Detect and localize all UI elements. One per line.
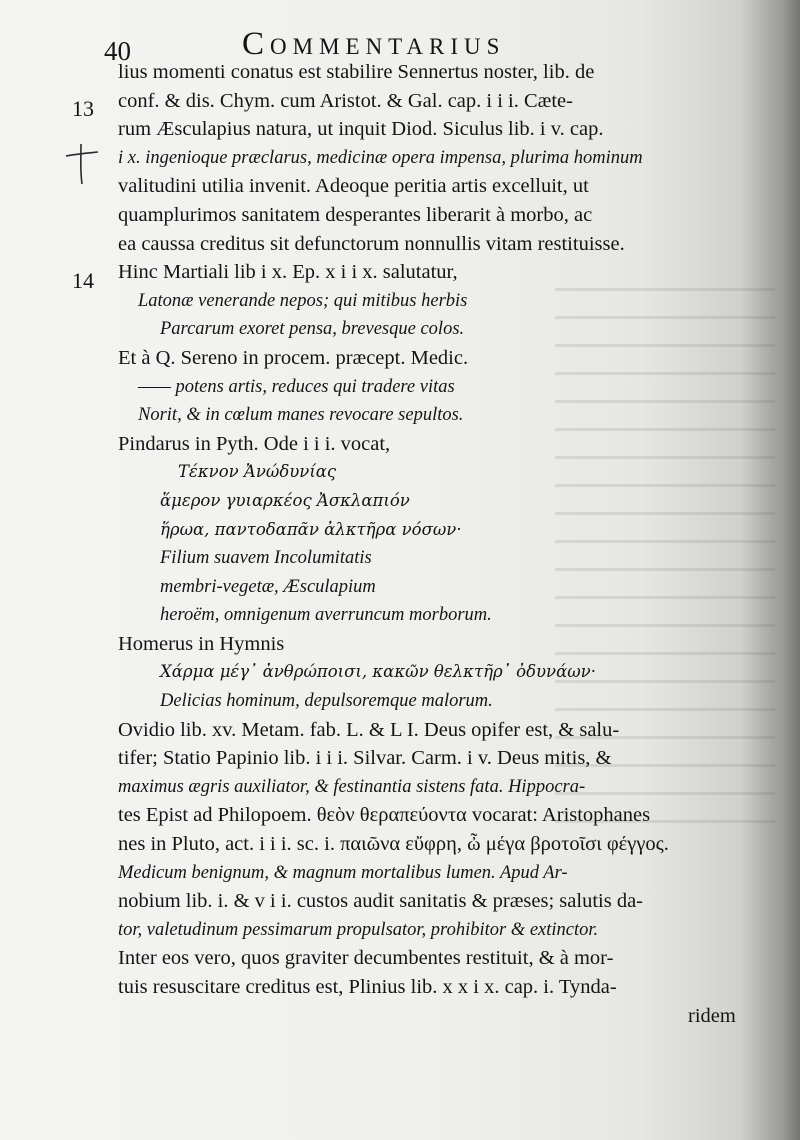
text-line: Pindarus in Pyth. Ode i i i. vocat, bbox=[118, 432, 391, 455]
text-line: Ovidio lib. xv. Metam. fab. L. & L I. Deus opifer est, & salu- bbox=[118, 718, 620, 741]
greek-verse-line: ἥρωα, παντοδαπᾶν ἀλκτῆρα νόσων· bbox=[160, 519, 462, 539]
text-line: nobium lib. i. & v i i. custos audit sanitatis & præses; salutis da- bbox=[118, 890, 644, 913]
text-line: i x. ingenioque præclarus, medicinæ opera impensa, plurima hominum bbox=[118, 147, 643, 168]
verse-line: Filium suavem Incolumitatis bbox=[160, 548, 372, 569]
verse-line: Norit, & in cœlum manes revocare sepultos. bbox=[138, 405, 464, 426]
text-line: tuis resuscitare creditus est, Plinius lib. x x i x. cap. i. Tynda- bbox=[118, 976, 617, 998]
text-line: nes in Pluto, act. i i i. sc. i. παιῶνα εὔφρη, ὦ μέγα βροτοῖσι φέγγος. bbox=[118, 833, 669, 856]
verse-line: —— potens artis, reduces qui tradere vitas bbox=[138, 376, 455, 397]
text-line: Medicum benignum, & magnum mortalibus lumen. Apud Ar- bbox=[118, 862, 568, 883]
text-line: Inter eos vero, quos graviter decumbentes restituit, & à mor- bbox=[118, 947, 614, 970]
greek-verse-line: ἅμερον γυιαρκέος Ἀσκλαπιόν bbox=[160, 490, 410, 510]
greek-verse-line: Χάρμα μέγ᾽ ἀνθρώποισι, κακῶν θελκτῆρ᾽ ὀδυνάων· bbox=[160, 662, 596, 682]
text-line: conf. & dis. Chym. cum Aristot. & Gal. cap. i i i. Cæte- bbox=[118, 89, 573, 112]
text-line: tifer; Statio Papinio lib. i i i. Silvar. Carm. i v. Deus mitis, & bbox=[118, 747, 612, 770]
margin-note-14: 14 bbox=[72, 268, 94, 293]
catchword: ridem bbox=[688, 1004, 736, 1027]
text-line: lius momenti conatus est stabilire Sennertus noster, lib. de bbox=[118, 61, 595, 83]
text-line: tes Epist ad Philopoem. θεὸν θεραπεύοντα vocarat: Aristophanes bbox=[118, 804, 651, 827]
cross-mark-icon bbox=[62, 142, 100, 186]
greek-verse-line: Τέκνον Ἀνώδυνίας bbox=[178, 462, 337, 482]
verse-line: Delicias hominum, depulsoremque malorum. bbox=[160, 691, 493, 712]
text-line: ea caussa creditus sit defunctorum nonnullis vitam restituisse. bbox=[118, 232, 625, 255]
page-number: 40 bbox=[104, 36, 131, 66]
text-line: Et à Q. Sereno in procem. præcept. Medic. bbox=[118, 346, 469, 369]
text-line: quamplurimos sanitatem desperantes liberarit à morbo, ac bbox=[118, 203, 593, 226]
page-header bbox=[86, 22, 706, 66]
text-line: tor, valetudinum pessimarum propulsator, prohibitor & extinctor. bbox=[118, 919, 599, 940]
text-line: Homerus in Hymnis bbox=[118, 632, 285, 655]
verse-line: heroëm, omnigenum averruncum morborum. bbox=[160, 605, 492, 626]
text-line: rum Æsculapius natura, ut inquit Diod. Siculus lib. i v. cap. bbox=[118, 118, 604, 141]
body-text bbox=[118, 58, 758, 1030]
text-line: maximus ægris auxiliator, & festinantia sistens fata. Hippocra- bbox=[118, 776, 586, 797]
text-line: Hinc Martiali lib i x. Ep. x i i x. salutatur, bbox=[118, 261, 458, 284]
margin-note-13: 13 bbox=[72, 96, 94, 121]
running-title: Commentarius bbox=[242, 26, 506, 62]
text-line: valitudini utilia invenit. Adeoque peritia artis excelluit, ut bbox=[118, 175, 589, 198]
verse-line: Parcarum exoret pensa, brevesque colos. bbox=[160, 319, 465, 340]
verse-line: membri-vegetæ, Æsculapium bbox=[160, 576, 376, 597]
verse-line: Latonæ venerande nepos; qui mitibus herbis bbox=[138, 290, 468, 311]
